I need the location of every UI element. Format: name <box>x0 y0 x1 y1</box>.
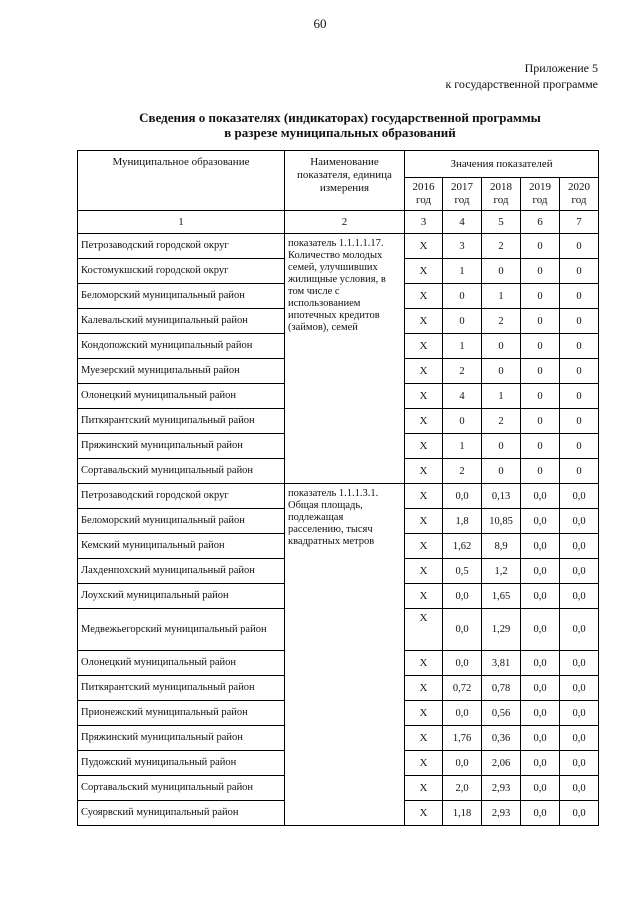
value-cell: 0,0 <box>521 776 560 801</box>
table-row <box>78 484 599 509</box>
value-cell: 2 <box>482 234 521 259</box>
value-cell: 0,5 <box>443 559 482 584</box>
value-cell: 0,0 <box>560 701 599 726</box>
value-cell: 1 <box>482 284 521 309</box>
header-municipality: Муниципальное образование <box>78 151 285 211</box>
value-cell-2016: X <box>405 384 443 409</box>
municipality-cell: Лоухский муниципальный район <box>78 584 285 609</box>
value-cell: 0,0 <box>521 701 560 726</box>
value-cell: 1,2 <box>482 559 521 584</box>
municipality-cell: Суоярвский муниципальный район <box>78 801 285 826</box>
value-cell: 0,0 <box>560 651 599 676</box>
value-cell: 0,0 <box>521 559 560 584</box>
value-cell: 0,0 <box>521 676 560 701</box>
value-cell: 0,13 <box>482 484 521 509</box>
value-cell: 0 <box>521 384 560 409</box>
column-number: 3 <box>405 211 443 234</box>
municipality-cell: Питкярантский муниципальный район <box>78 676 285 701</box>
value-cell: 0,0 <box>521 609 560 651</box>
value-cell-2016: X <box>405 509 443 534</box>
value-cell: 0,0 <box>443 609 482 651</box>
value-cell: 1 <box>443 334 482 359</box>
value-cell: 1,62 <box>443 534 482 559</box>
table-header <box>78 151 599 234</box>
value-cell: 0 <box>560 409 599 434</box>
indicators-table <box>77 150 599 826</box>
value-cell: 0 <box>560 384 599 409</box>
document-title-line-2: в разрезе муниципальных образований <box>224 125 456 140</box>
value-cell: 2 <box>482 309 521 334</box>
value-cell: 2,93 <box>482 801 521 826</box>
value-cell: 0,0 <box>521 801 560 826</box>
table-row <box>78 234 599 259</box>
value-cell: 0,0 <box>521 584 560 609</box>
value-cell: 0 <box>443 284 482 309</box>
value-cell: 1 <box>443 434 482 459</box>
value-cell-2016: X <box>405 459 443 484</box>
value-cell: 0 <box>482 359 521 384</box>
value-cell-2016: X <box>405 726 443 751</box>
value-cell: 0 <box>521 234 560 259</box>
municipality-cell: Пряжинский муниципальный район <box>78 434 285 459</box>
value-cell: 0,0 <box>560 609 599 651</box>
value-cell: 0 <box>560 284 599 309</box>
municipality-cell: Беломорский муниципальный район <box>78 509 285 534</box>
value-cell: 0 <box>521 309 560 334</box>
value-cell: 1,65 <box>482 584 521 609</box>
value-cell: 0,0 <box>560 584 599 609</box>
value-cell-2016: X <box>405 651 443 676</box>
value-cell: 0 <box>560 309 599 334</box>
value-cell: 2 <box>482 409 521 434</box>
value-cell-2016: X <box>405 559 443 584</box>
value-cell-2016: X <box>405 484 443 509</box>
column-number: 4 <box>443 211 482 234</box>
header-year: 2020 год <box>560 178 599 211</box>
value-cell: 0 <box>482 434 521 459</box>
value-cell-2016: X <box>405 259 443 284</box>
column-number: 5 <box>482 211 521 234</box>
municipality-cell: Калевальский муниципальный район <box>78 309 285 334</box>
value-cell: 2,06 <box>482 751 521 776</box>
indicator-cell: показатель 1.1.1.1.17. Количество молодых семей, улучшивших жилищные условия, в том числе с использованием ипотечных кредитов (займов), семей <box>285 234 405 484</box>
value-cell: 0,0 <box>560 801 599 826</box>
value-cell: 8,9 <box>482 534 521 559</box>
value-cell-2016: X <box>405 334 443 359</box>
value-cell: 0 <box>521 284 560 309</box>
municipality-cell: Сортавальский муниципальный район <box>78 776 285 801</box>
value-cell: 0,0 <box>560 534 599 559</box>
value-cell: 1,18 <box>443 801 482 826</box>
value-cell: 0,0 <box>560 676 599 701</box>
value-cell: 0,0 <box>560 559 599 584</box>
column-number: 2 <box>285 211 405 234</box>
value-cell: 0,0 <box>560 726 599 751</box>
value-cell: 0,0 <box>521 651 560 676</box>
value-cell: 4 <box>443 384 482 409</box>
header-values: Значения показателей <box>405 151 599 178</box>
value-cell-2016: X <box>405 701 443 726</box>
value-cell-2016: X <box>405 409 443 434</box>
value-cell: 2,93 <box>482 776 521 801</box>
header-year: 2019 год <box>521 178 560 211</box>
municipality-cell: Олонецкий муниципальный район <box>78 651 285 676</box>
municipality-cell: Костомукшский городской округ <box>78 259 285 284</box>
value-cell: 0,0 <box>443 584 482 609</box>
value-cell: 3 <box>443 234 482 259</box>
indicator-cell: показатель 1.1.1.3.1. Общая площадь, подлежащая расселению, тысяч квадратных метров <box>285 484 405 826</box>
value-cell-2016: X <box>405 751 443 776</box>
value-cell: 10,85 <box>482 509 521 534</box>
value-cell: 3,81 <box>482 651 521 676</box>
value-cell: 0,0 <box>560 776 599 801</box>
value-cell-2016: X <box>405 609 443 651</box>
municipality-cell: Олонецкий муниципальный район <box>78 384 285 409</box>
column-number: 7 <box>560 211 599 234</box>
value-cell: 0 <box>560 359 599 384</box>
value-cell-2016: X <box>405 434 443 459</box>
municipality-cell: Пряжинский муниципальный район <box>78 726 285 751</box>
value-cell: 0 <box>443 409 482 434</box>
value-cell: 0,0 <box>443 651 482 676</box>
appendix-line-2: к государственной программе <box>445 77 598 91</box>
value-cell: 0 <box>482 259 521 284</box>
value-cell: 0 <box>521 409 560 434</box>
municipality-cell: Кондопожский муниципальный район <box>78 334 285 359</box>
value-cell-2016: X <box>405 534 443 559</box>
value-cell: 2 <box>443 359 482 384</box>
value-cell: 0,0 <box>521 509 560 534</box>
municipality-cell: Сортавальский муниципальный район <box>78 459 285 484</box>
value-cell: 0 <box>443 309 482 334</box>
column-number: 1 <box>78 211 285 234</box>
value-cell: 0 <box>560 234 599 259</box>
header-year: 2016 год <box>405 178 443 211</box>
value-cell: 0 <box>560 459 599 484</box>
value-cell: 0,0 <box>521 534 560 559</box>
value-cell: 0 <box>482 459 521 484</box>
header-year: 2017 год <box>443 178 482 211</box>
value-cell: 0,0 <box>443 701 482 726</box>
value-cell: 1 <box>482 384 521 409</box>
value-cell: 2,0 <box>443 776 482 801</box>
value-cell: 0,0 <box>443 751 482 776</box>
municipality-cell: Лахденпохский муниципальный район <box>78 559 285 584</box>
municipality-cell: Медвежьегорский муниципальный район <box>78 609 285 651</box>
value-cell: 0,0 <box>560 509 599 534</box>
value-cell-2016: X <box>405 776 443 801</box>
value-cell: 2 <box>443 459 482 484</box>
municipality-cell: Пудожский муниципальный район <box>78 751 285 776</box>
value-cell: 0 <box>521 334 560 359</box>
value-cell-2016: X <box>405 359 443 384</box>
municipality-cell: Петрозаводский городской округ <box>78 234 285 259</box>
municipality-cell: Петрозаводский городской округ <box>78 484 285 509</box>
document-title <box>60 110 620 140</box>
value-cell: 0,0 <box>521 751 560 776</box>
value-cell-2016: X <box>405 284 443 309</box>
value-cell-2016: X <box>405 676 443 701</box>
header-year: 2018 год <box>482 178 521 211</box>
value-cell: 0 <box>521 359 560 384</box>
value-cell-2016: X <box>405 234 443 259</box>
value-cell: 0,78 <box>482 676 521 701</box>
municipality-cell: Прионежский муниципальный район <box>78 701 285 726</box>
value-cell: 0,0 <box>443 484 482 509</box>
value-cell-2016: X <box>405 801 443 826</box>
value-cell: 0 <box>521 459 560 484</box>
value-cell: 0,36 <box>482 726 521 751</box>
value-cell: 0,56 <box>482 701 521 726</box>
value-cell: 0 <box>560 434 599 459</box>
value-cell: 1,76 <box>443 726 482 751</box>
value-cell: 1,8 <box>443 509 482 534</box>
municipality-cell: Кемский муниципальный район <box>78 534 285 559</box>
column-number: 6 <box>521 211 560 234</box>
table-body <box>78 234 599 826</box>
municipality-cell: Муезерский муниципальный район <box>78 359 285 384</box>
document-title-line-1: Сведения о показателях (индикаторах) государственной программы <box>139 110 541 125</box>
value-cell: 0,0 <box>560 484 599 509</box>
value-cell: 0,0 <box>521 484 560 509</box>
value-cell: 0 <box>560 334 599 359</box>
value-cell: 0 <box>482 334 521 359</box>
value-cell: 0,72 <box>443 676 482 701</box>
value-cell: 1,29 <box>482 609 521 651</box>
municipality-cell: Питкярантский муниципальный район <box>78 409 285 434</box>
column-numbers-row <box>78 211 599 234</box>
header-indicator: Наименование показателя, единица измерения <box>285 151 405 211</box>
value-cell: 0 <box>560 259 599 284</box>
municipality-cell: Беломорский муниципальный район <box>78 284 285 309</box>
value-cell: 1 <box>443 259 482 284</box>
value-cell: 0 <box>521 434 560 459</box>
appendix-label <box>445 60 598 92</box>
value-cell: 0,0 <box>521 726 560 751</box>
value-cell-2016: X <box>405 584 443 609</box>
value-cell: 0,0 <box>560 751 599 776</box>
value-cell: 0 <box>521 259 560 284</box>
value-cell-2016: X <box>405 309 443 334</box>
appendix-line-1: Приложение 5 <box>524 61 598 75</box>
page-number: 60 <box>313 16 327 31</box>
